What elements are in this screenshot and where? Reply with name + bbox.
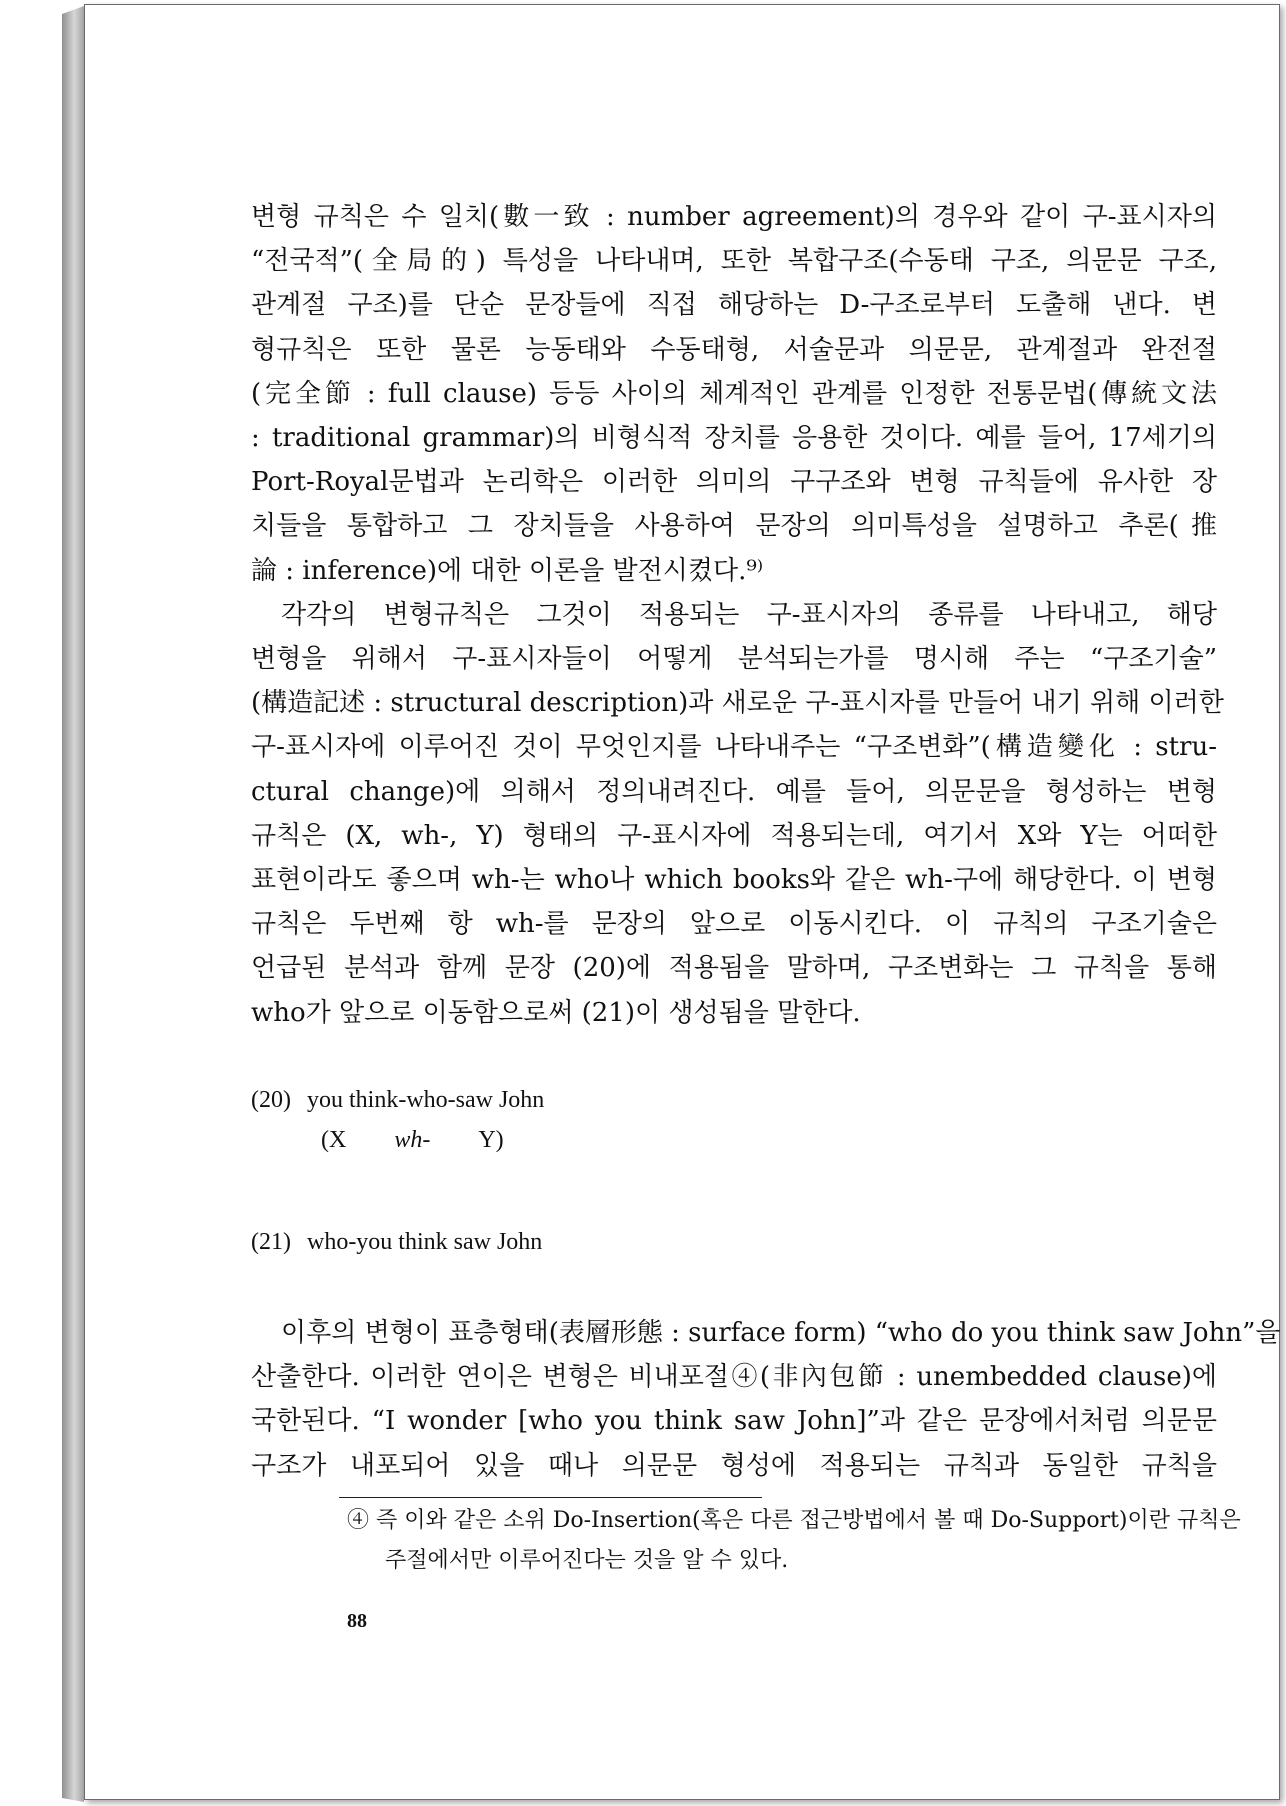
paragraph-3-line: 구조가 내포되어 있을 때나 의문문 형성에 적용되는 규칙과 동일한 규칙을	[251, 1450, 1217, 1481]
example-21	[251, 1222, 542, 1262]
footnote	[347, 1501, 1241, 1581]
paragraph-1-line: : traditional grammar)의 비형식적 장치를 응용한 것이다. 예를 들어, 17세기의	[251, 423, 1217, 454]
footnote-divider	[339, 1497, 762, 1498]
paragraph-3-line: 국한된다. “I wonder [who you think saw John]”과 같은 문장에서처럼 의문문	[251, 1406, 1217, 1437]
paragraph-2-line: 각각의 변형규칙은 그것이 적용되는 구-표시자의 종류를 나타내고, 해당	[281, 599, 1217, 630]
paragraph-3	[251, 1311, 1281, 1488]
paragraph-1-line: 관계절 구조)를 단순 문장들에 직접 해당하는 D-구조로부터 도출해 낸다. 변	[251, 290, 1217, 321]
analysis-wh: wh-	[394, 1127, 431, 1153]
paragraph-2-line: 표현이라도 좋으며 wh-는 who나 which books와 같은 wh-구에 해당한다. 이 변형	[251, 865, 1217, 896]
paragraph-2-line: 구-표시자에 이루어진 것이 무엇인지를 나타내주는 “구조변화”(構造變化 : stru-	[251, 732, 1217, 763]
paragraph-2-line: ctural change)에 의해서 정의내려진다. 예를 들어, 의문문을 형성하는 변형	[251, 776, 1217, 807]
page-number: 88	[347, 1610, 367, 1632]
paragraph-2-line: who가 앞으로 이동함으로써 (21)이 생성됨을 말한다.	[251, 997, 861, 1028]
analysis-y: Y)	[478, 1127, 504, 1153]
body-text	[251, 195, 1224, 1035]
paragraph-1-line: “전국적”(全局的) 특성을 나타내며, 또한 복합구조(수동태 구조, 의문문 구조,	[251, 246, 1217, 277]
example-sentence: who-you think saw John	[306, 1229, 543, 1255]
paragraph-2	[251, 593, 1224, 1035]
example-sentence: you think-who-saw John	[306, 1087, 545, 1113]
body-text-continued	[251, 1311, 1281, 1488]
example-20-analysis	[251, 1120, 544, 1160]
analysis-x: (X	[321, 1127, 347, 1153]
paragraph-1	[251, 195, 1217, 593]
book-page	[84, 4, 1280, 1800]
paragraph-1-line: Port-Royal문법과 논리학은 이러한 의미의 구구조와 변형 규칙들에 유사한 장	[251, 467, 1217, 498]
paragraph-2-line: 언급된 분석과 함께 문장 (20)에 적용됨을 말하며, 구조변화는 그 규칙을 통해	[251, 953, 1217, 984]
paragraph-2-line: 규칙은 (X, wh-, Y) 형태의 구-표시자에 적용되는데, 여기서 X와 Y는 어떠한	[251, 820, 1217, 851]
paragraph-1-line: 치들을 통합하고 그 장치들을 사용하여 문장의 의미특성을 설명하고 추론(推	[251, 511, 1217, 542]
paragraph-2-line: (構造記述 : structural description)과 새로운 구-표시자를 만들어 내기 위해 이러한	[251, 688, 1224, 719]
paragraph-3-line: 산출한다. 이러한 연이은 변형은 비내포절④(非內包節 : unembedded clause)에	[251, 1362, 1217, 1393]
paragraph-1-line: 변형 규칙은 수 일치(數一致 : number agreement)의 경우와 같이 구-표시자의	[251, 202, 1217, 232]
footnote-line: 주절에서만 이루어진다는 것을 알 수 있다.	[385, 1548, 789, 1573]
paragraph-2-line: 변형을 위해서 구-표시자들이 어떻게 분석되는가를 명시해 주는 “구조기술”	[251, 644, 1217, 675]
paragraph-1-line: (完全節 : full clause) 등등 사이의 체계적인 관계를 인정한 전통문법(傳統文法	[251, 378, 1217, 409]
paragraph-1-line: 형규칙은 또한 물론 능동태와 수동태형, 서술문과 의문문, 관계절과 완전절	[251, 334, 1217, 365]
example-number: (20)	[251, 1087, 291, 1113]
example-number: (21)	[251, 1229, 291, 1255]
paragraph-1-line: 論 : inference)에 대한 이론을 발전시켰다.⁹⁾	[251, 555, 764, 586]
paragraph-2-line: 규칙은 두번째 항 wh-를 문장의 앞으로 이동시킨다. 이 규칙의 구조기술은	[251, 909, 1217, 940]
paragraph-3-line: 이후의 변형이 표층형태(表層形態 : surface form) “who do you think saw John”을	[281, 1318, 1281, 1348]
example-20-line	[251, 1087, 544, 1113]
example-20	[251, 1080, 544, 1160]
book-spine	[62, 6, 84, 1802]
footnote-line: ④ 즉 이와 같은 소위 Do-Insertion(혹은 다른 접근방법에서 볼 때 Do-Support)이란 규칙은	[347, 1508, 1241, 1533]
